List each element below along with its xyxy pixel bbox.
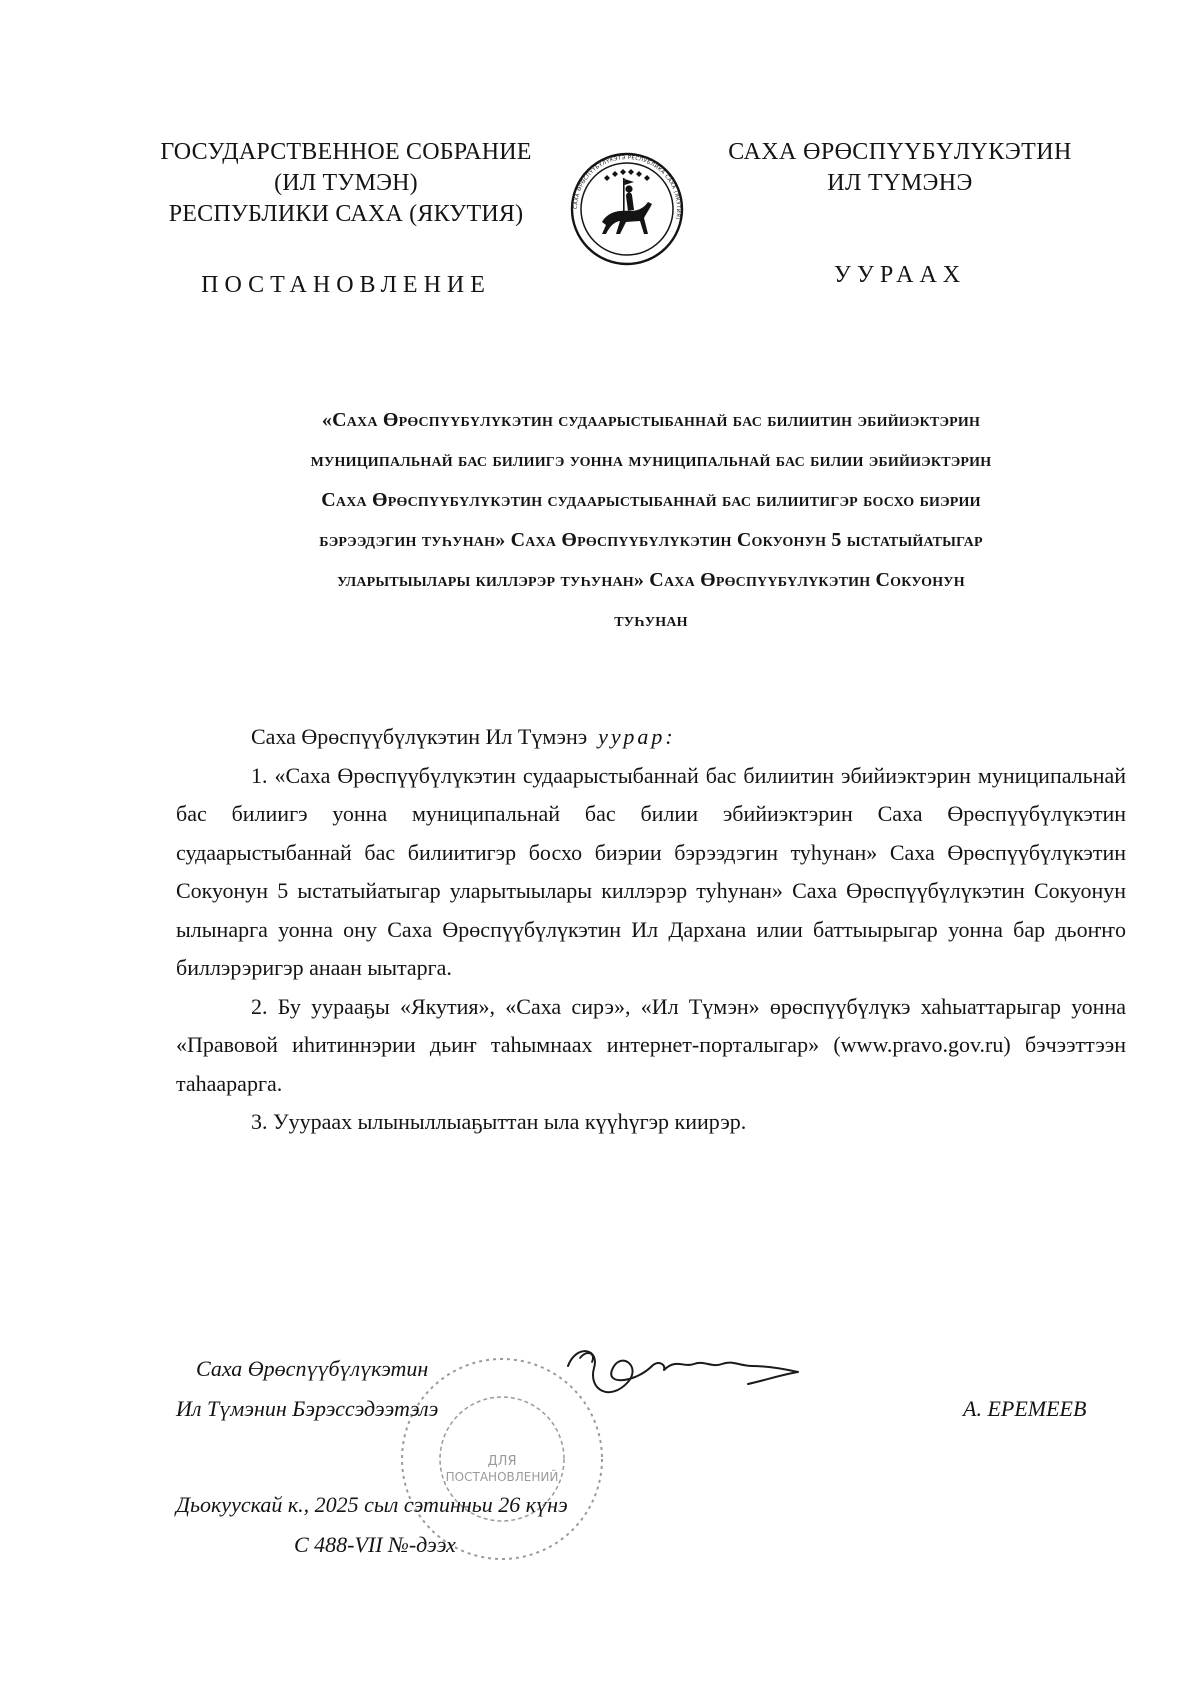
place-and-date: Дьокуускай к., 2025 сыл сэтинньи 26 күнэ	[176, 1492, 568, 1517]
resolution-title	[176, 400, 1126, 640]
title-line: бэрээдэгин туһунан» Саха Өрөспүүбүлүкэтин Сокуонун 5 ыстатыйатыгар	[319, 529, 983, 551]
header-left-russian	[140, 137, 552, 230]
resolution-body	[176, 718, 1126, 1142]
stamp-text-top: ДЛЯ	[487, 1454, 517, 1469]
signer-position-line-1: Саха Өрөспүүбүлүкэтин	[196, 1356, 429, 1381]
intro-verb: уурар:	[598, 724, 676, 749]
header-left-line-3: РЕСПУБЛИКИ САХА (ЯКУТИЯ)	[168, 201, 524, 227]
title-line: «Саха Өрөспүүбүлүкэтин судаарыстыбаннай бас билиитин эбийиэктэрин	[321, 409, 981, 431]
title-line: муниципальнай бас билиигэ уонна муниципальнай бас билии эбийиэктэрин	[310, 449, 992, 471]
signer-name: А. ЕРЕМЕЕВ	[963, 1396, 1087, 1421]
paragraph-1: 1. «Саха Өрөспүүбүлүкэтин судаарыстыбаннай бас билиитин эбийиэктэрин муниципальнай бас билиигэ уонна муниципальнай бас билии эбийиэктэрин Саха Өрөспүүбүлүкэтин судаарыстыбаннай бас билиитигэр босхо биэрии бэрээдэгин туһунан» Саха Өрөспүүбүлүкэтин Сокуонун 5 ыстатыйатыгар уларытыылары киллэрэр туһунан» Саха Өрөспүүбүлүкэтин Сокуонун ылынарга уонна ону Саха Өрөспүүбүлүкэтин Ил Дархана илии баттыырыгар уонна бар дьоҥҥо биллэрэригэр анаан ыытарга.	[176, 762, 1126, 980]
title-line: Саха Өрөспүүбүлүкэтин судаарыстыбаннай бас билиитигэр босхо биэрии	[321, 489, 981, 511]
header-left-line-2: (ИЛ ТУМЭН)	[274, 170, 418, 196]
header-right-line-2: ИЛ ТҮМЭНЭ	[827, 170, 973, 196]
header-left-line-1: ГОСУДАРСТВЕННОЕ СОБРАНИЕ	[160, 139, 532, 165]
header-right-sakha	[720, 137, 1080, 199]
intro-prefix: Саха Өрөспүүбүлүкэтин Ил Түмэнэ	[251, 724, 588, 749]
header-right-line-1: САХА ӨРӨСПҮҮБҮЛҮКЭТИН	[728, 139, 1072, 165]
paragraph-3: 3. Ууураах ылыныллыаҕыттан ыла күүһүгэр киирэр.	[251, 1109, 747, 1134]
handwritten-signature-icon	[566, 1336, 802, 1408]
intro-line	[176, 718, 1126, 757]
paragraph-2: 2. Бу уурааҕы «Якутия», «Саха сирэ», «Ил Түмэн» өрөспүүбүлүкэ хаһыаттарыгар уонна «Правовой иһитиннэрии дьиҥ таһымнаах интернет-порталыгар» (www.pravo.gov.ru) бэчээттээн таһаарарга.	[176, 993, 1126, 1096]
resolution-number: С 488-VII №-дээх	[294, 1532, 456, 1557]
title-line: уларытыылары киллэрэр туһунан» Саха Өрөспүүбүлүкэтин Сокуонун	[337, 569, 965, 591]
stamp-text-bottom: ПОСТАНОВЛЕНИЙ	[445, 1470, 559, 1484]
title-line: туһунан	[614, 609, 688, 631]
emblem-ring-text: САХА ӨРӨСПҮҮБҮЛҮКЭТЭ РЕСПУБЛИКА САХА (ЯКУТИЯ)	[572, 154, 682, 221]
doc-type-postanovlenie: ПОСТАНОВЛЕНИЕ	[201, 272, 491, 298]
signer-position-line-2: Ил Түмэнин Бэрэссэдээтэлэ	[176, 1396, 439, 1421]
doc-type-uuraakh: УУРААХ	[833, 262, 967, 288]
sakha-republic-emblem-icon	[568, 150, 686, 268]
